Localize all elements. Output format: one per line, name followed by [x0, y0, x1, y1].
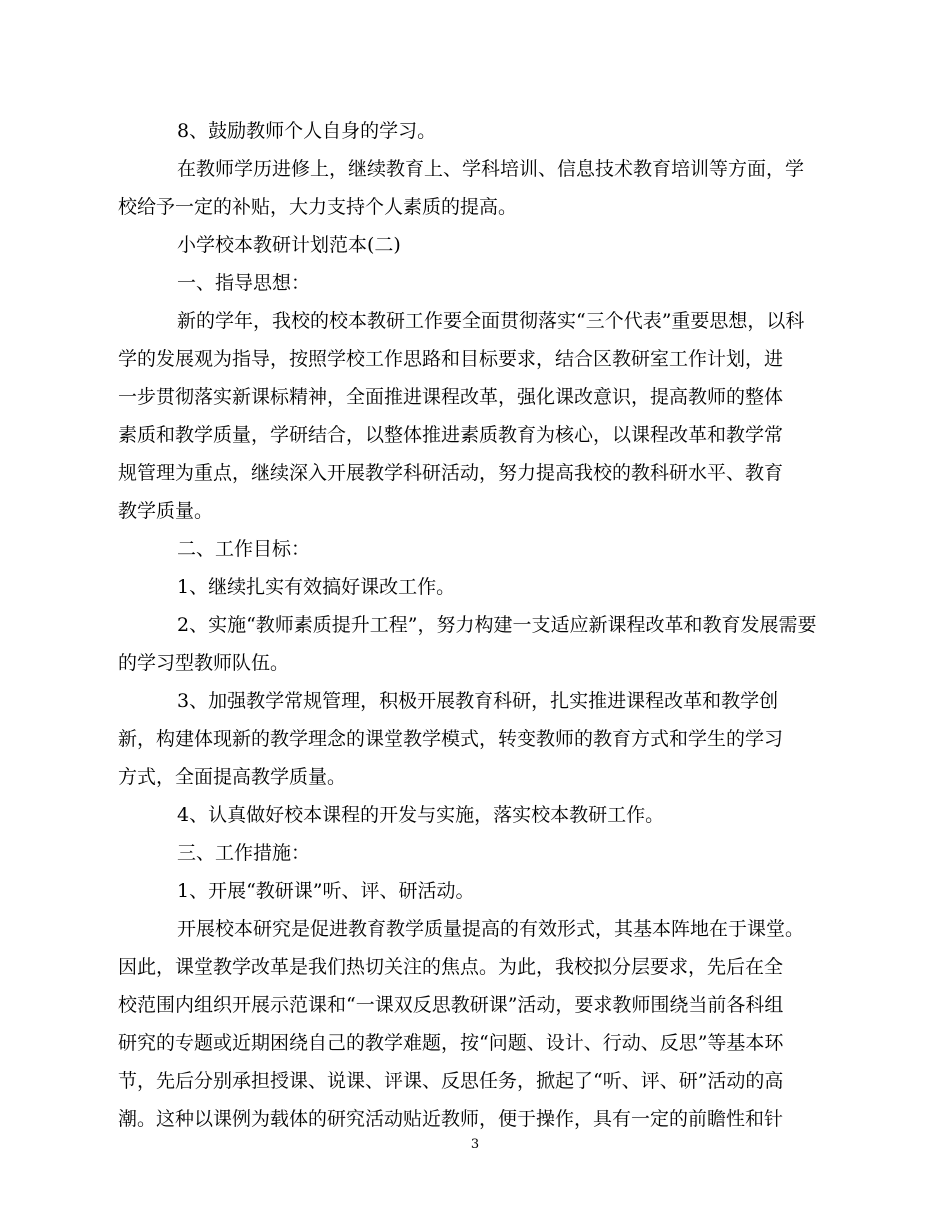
page-number: 3	[470, 1137, 480, 1152]
document-page: 8、鼓励教师个人自身的学习。 在教师学历进修上，继续教育上、学科培训、信息技术教育培训等方面，学 校给予一定的补贴，大力支持个人素质的提高。 小学校本教研计划范本(二) 一、指导思想： 新的学年，我校的校本教研工作要全面贯彻落实“三个代表”重要思想，以科 学的发展观为指导，按照学校工作思路和目标要求，结合区教研室工作计划，进 一步贯彻落实新课标精神，全面推进课程改革，强化课改意识，提高教师的整体 素质和教学质量，学研结合，以整体推进素质教育为核心，以课程改革和教学常 规管理为重点，继续深入开展教学科研活动，努力提高我校的教科研水平、教育 教学质量。 二、工作目标： 1、继续扎实有效搞好课改工作。 2、实施“教师素质提升工程”，努力构建一支适应新课程改革和教育发展需要 的学习型教师队伍。 3、加强教学常规管理，积极开展教育科研，扎实推进课程改革和教学创 新，构建体现新的教学理念的课堂教学模式，转变教师的教育方式和学生的学习 方式，全面提高教学质量。 4、认真做好校本课程的开发与实施，落实校本教研工作。 三、工作措施： 1、开展“教研课”听、评、研活动。 开展校本研究是促进教育教学质量提高的有效形式，其基本阵地在于课堂。 因此，课堂教学改革是我们热切关注的焦点。为此，我校拟分层要求，先后在全 校范围内组织开展示范课和“一课双反思教研课”活动，要求教师围绕当前各科组 研究的专题或近期困绕自己的教学难题，按“问题、设计、行动、反思”等基本环 节，先后分别承担授课、说课、评课、反思任务，掀起了“听、评、研”活动的高 潮。这种以课例为载体的研究活动贴近教师，便于操作，具有一定的前瞻性和针 3	[0, 0, 950, 1230]
